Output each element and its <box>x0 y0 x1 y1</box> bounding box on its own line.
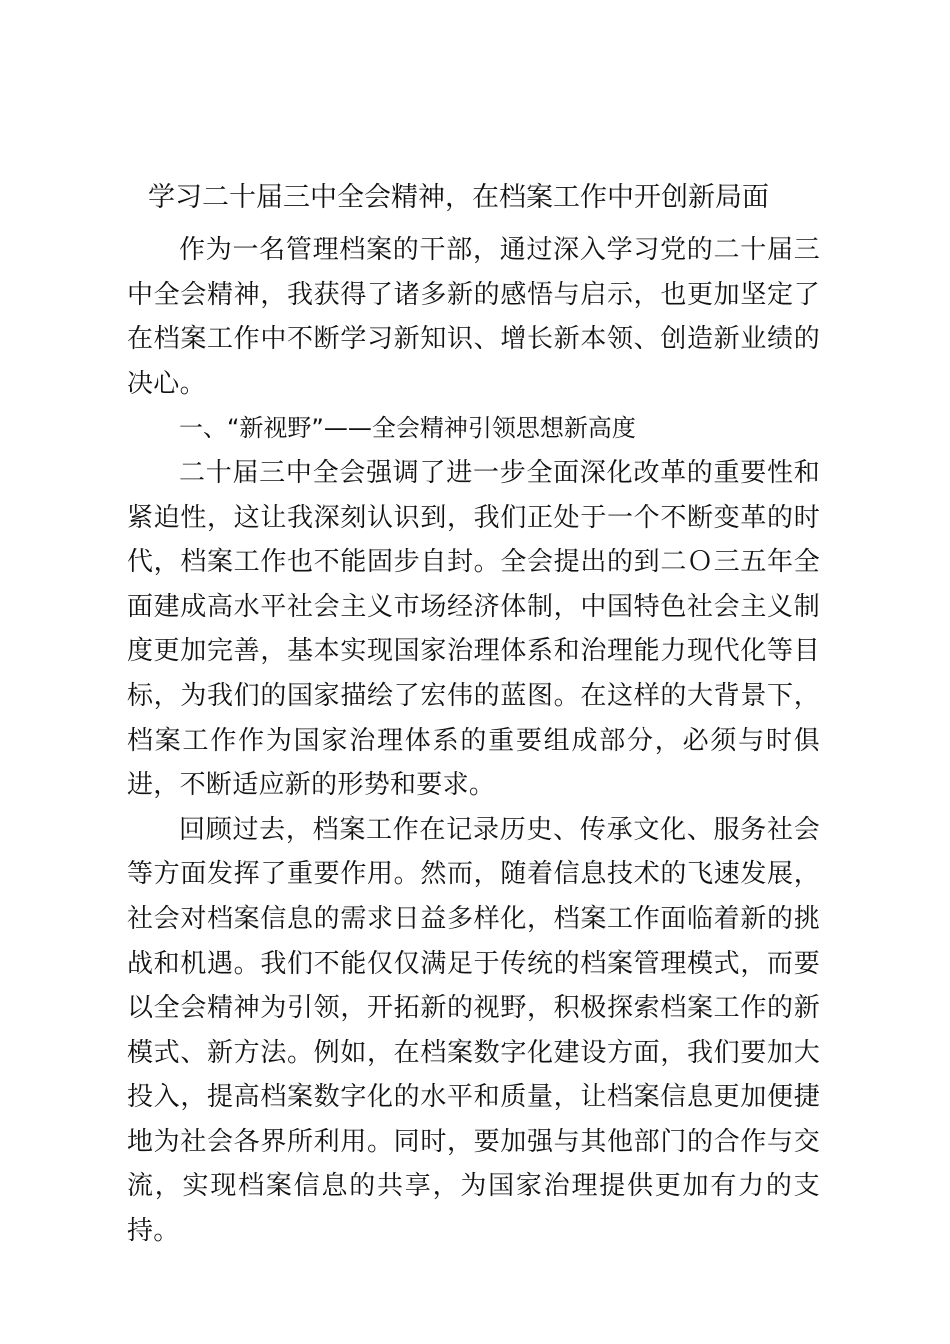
document-title: 学习二十届三中全会精神，在档案工作中开创新局面 <box>148 182 769 213</box>
section-heading-1: 一、“新视野”——全会精神引领思想新高度 <box>179 414 636 443</box>
document-body <box>127 228 820 1254</box>
paragraph-section1-2: 回顾过去，档案工作在记录历史、传承文化、服务社会等方面发挥了重要作用。然而，随着信息技术的飞速发展，社会对档案信息的需求日益多样化，档案工作面临着新的挑战和机遇。我们不能仅仅满足于传统的档案管理模式，而要以全会精神为引领，开拓新的视野，积极探索档案工作的新模式、新方法。例如，在档案数字化建设方面，我们要加大投入，提高档案数字化的水平和质量，让档案信息更加便捷地为社会各界所利用。同时，要加强与其他部门的合作与交流，实现档案信息的共享，为国家治理提供更加有力的支持。 <box>127 814 820 1247</box>
paragraph-intro: 作为一名管理档案的干部，通过深入学习党的二十届三中全会精神，我获得了诸多新的感悟与启示，也更加坚定了在档案工作中不断学习新知识、增长新本领、创造新业绩的决心。 <box>127 235 820 399</box>
paragraph-section1-1: 二十届三中全会强调了进一步全面深化改革的重要性和紧迫性，这让我深刻认识到，我们正处于一个不断变革的时代，档案工作也不能固步自封。全会提出的到二Ｏ三五年全面建成高水平社会主义市场经济体制，中国特色社会主义制度更加完善，基本实现国家治理体系和治理能力现代化等目标，为我们的国家描绘了宏伟的蓝图。在这样的大背景下，档案工作作为国家治理体系的重要组成部分，必须与时俱进，不断适应新的形势和要求。 <box>127 457 820 801</box>
